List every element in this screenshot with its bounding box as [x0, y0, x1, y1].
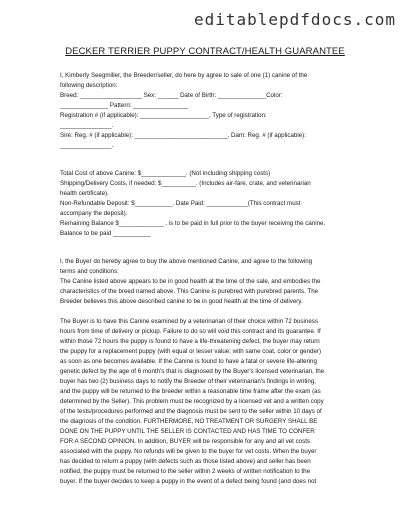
- intro-section: [60, 71, 350, 151]
- document-title: DECKER TERRIER PUPPY CONTRACT/HEALTH GUARANTEE: [65, 46, 345, 57]
- sire-dam-line: Sire: Reg. # (if applicable): ___________________________, Dam: Reg. # (if applicable):: [60, 132, 306, 139]
- terms-line: the puppy for a replacement puppy (with equal or lesser value; with same coat, color or gender): [60, 348, 322, 355]
- terms-line: The Buyer is to have this Canine examined by a veterinarian of their choice within 72 business: [60, 318, 318, 325]
- terms-line: and the puppy will be returned to the breeder within a reasonable time frame after the exam (as: [60, 388, 321, 395]
- terms-line: genetic defect by the age of 6 month's that is diagnosed by the Buyer's licensed veterinarian, the: [60, 368, 325, 375]
- intro-line: following description:: [60, 82, 118, 89]
- buyer-line: The Canine listed above appears to be in good health at the time of the sale, and embodies the: [60, 278, 321, 285]
- terms-line: buyer has two (2) business days to notify the Breeder of their veterinarian's findings in writing,: [60, 378, 317, 385]
- site-watermark: editablepdfdocs.com: [193, 10, 396, 29]
- balance-line: Remaining Balance $_____________ , is to be paid in full prior to the buyer receiving the canine.: [60, 220, 326, 227]
- deposit-line: Non-Refundable Deposit: $___________. Date Paid: ____________(This contract must: [60, 200, 301, 207]
- buyer-line: characteristics of the breed named above. This Canine is purebred with purebred parents. The: [60, 288, 319, 295]
- intro-line: I, Kimberly Seegmiller, the Breeder/seller, do here by agree to sale of one (1) canine of the: [60, 72, 308, 79]
- terms-line: FOR A SECOND OPINION. In addition, BUYER will be responsible for any and all vet costs: [60, 438, 311, 445]
- shipping-line-cont: health certificate).: [60, 190, 109, 197]
- terms-line: of the tests/procedures performed and the diagnosis must be sent to the seller within 10 days of: [60, 408, 322, 415]
- buyer-section: [60, 257, 350, 307]
- terms-line: has decided to return a puppy (with defects such as those listed above) and seller has been: [60, 458, 311, 465]
- terms-line: DONE ON THE PUPPY UNTIL THE SELLER IS CONTACTED AND HAS TIME TO CONFER: [60, 428, 315, 435]
- buyer-line: I, the Buyer do hereby agree to buy the above mentioned Canine, and agree to the following: [60, 258, 313, 265]
- breed-line: Breed: __________________ Sex: ______ Date of Birth: ______________Color:: [60, 92, 283, 99]
- terms-line: associated with the puppy. No refunds will be given to the buyer for vet costs. When the buyer: [60, 448, 317, 455]
- deposit-line-cont: accompany the deposit).: [60, 210, 128, 217]
- terms-line: notified, the puppy must be returned to the seller within 2 weeks of written notification to the: [60, 468, 311, 475]
- terms-line: as soon as one becomes available. If the Canine is found to have a fatal or severe life-altering: [60, 358, 317, 365]
- balance-date-line: Balance to be paid ___________: [60, 230, 151, 237]
- contract-document: [60, 46, 350, 487]
- terms-line: the diagnosis of the condition. FURTHERMORE, NO TREATMENT OR SURGERY SHALL BE: [60, 418, 318, 425]
- buyer-line: Breeder believes this above described canine to be in good health at the time of delivery.: [60, 298, 303, 305]
- cost-section: [60, 169, 350, 239]
- terms-line: determined by the Seller). This problem must be recognized by a licensed vet and a written copy: [60, 398, 324, 405]
- terms-line: within those 72 hours the puppy is found to have a life-threatening defect, the buyer may return: [60, 338, 320, 345]
- terms-line: hours from time of delivery or pickup. Failure to do so will void this contract and its guarantee. If: [60, 328, 321, 335]
- dam-reg-line: _______________.: [60, 142, 114, 149]
- terms-line: buyer. If the buyer decides to keep a puppy in the event of a defect being found (and does not: [60, 478, 317, 485]
- registration-type-line: _______________.: [60, 122, 114, 129]
- shipping-line: Shipping/Delivery Costs, if needed: $__________. (Includes air-fare, crate, and veterinarian: [60, 180, 311, 187]
- buyer-line: terms and conditions:: [60, 268, 119, 275]
- pattern-line: ______________ Pattern: ________________: [60, 102, 189, 109]
- registration-line: Registration # (if applicable): ____________________, Type of registration:: [60, 112, 267, 119]
- terms-section: [60, 317, 350, 487]
- total-cost-line: Total Cost of above Canine: $_____________. (Not including shipping costs): [60, 170, 271, 177]
